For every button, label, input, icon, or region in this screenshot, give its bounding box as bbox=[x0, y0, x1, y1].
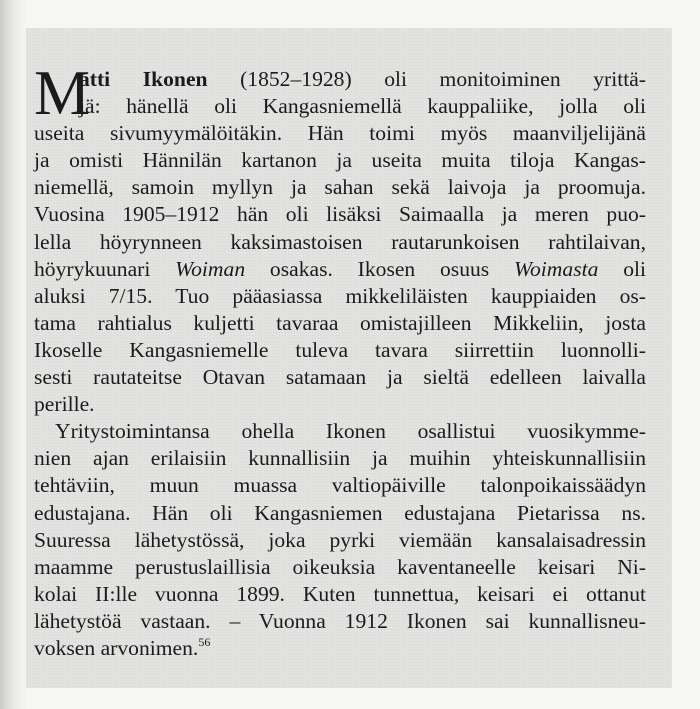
paragraph-1 bbox=[34, 58, 646, 418]
text-line: tehtäviin, muun muassa valtiopäiville talonpoikaissäädyn bbox=[34, 473, 646, 498]
ship-name: Woimasta bbox=[514, 256, 599, 281]
ship-name: Woiman bbox=[175, 256, 246, 281]
footnote-marker: 56 bbox=[198, 634, 211, 649]
biography-text bbox=[34, 58, 646, 662]
text-line: Ikoselle Kangasniemelle tuleva tavara siirrettiin luonnolli- bbox=[34, 337, 646, 362]
text-line: Vuosina 1905–1912 hän oli lisäksi Saimaalla ja meren puo- bbox=[34, 202, 646, 227]
text-line: perille. bbox=[34, 392, 95, 417]
text-line: edustajana. Hän oli Kangasniemen edustajana Pietarissa ns. bbox=[34, 500, 646, 525]
paragraph-2 bbox=[34, 418, 646, 662]
text-line: ja omisti Hännilän kartanon ja useita muita tiloja Kangas- bbox=[34, 148, 646, 173]
text-line: tama rahtialus kuljetti tavaraa omistajilleen Mikkeliin, josta bbox=[34, 310, 646, 335]
text-line: maamme perustuslaillisia oikeuksia kaventaneelle keisari Ni- bbox=[34, 554, 646, 579]
drop-cap: M bbox=[34, 58, 91, 128]
text-line: sesti rautateitse Otavan satamaan ja sieltä edelleen laivalla bbox=[34, 365, 646, 390]
text-line: jä: hänellä oli Kangasniemellä kauppaliike, jolla oli bbox=[79, 94, 646, 119]
text-line: voksen arvonimen.$^{56}$ bbox=[34, 634, 211, 660]
text-line: höyrykuunari Woiman osakas. Ikosen osuus Woimasta oli bbox=[34, 256, 646, 281]
text-line: Yritystoimintansa ohella Ikonen osallistui vuosikymme- bbox=[55, 419, 646, 444]
person-name: atti Ikonen bbox=[79, 67, 208, 91]
text-line: niemellä, samoin myllyn ja sahan sekä laivoja ja proomuja. bbox=[34, 175, 646, 200]
text-line: atti Ikonen (1852–1928) oli monitoiminen yrittä- bbox=[79, 67, 646, 91]
text-line: Suuressa lähetystössä, joka pyrki viemään kansalaisadressin bbox=[34, 527, 646, 552]
text-line: kolai II:lle vuonna 1899. Kuten tunnettua, keisari ei ottanut bbox=[34, 581, 646, 606]
text-line: useita sivumyymälöitäkin. Hän toimi myös maanviljelijänä bbox=[34, 121, 646, 146]
text-line: nien ajan erilaisiin kunnallisiin ja muihin yhteiskunnallisiin bbox=[34, 446, 646, 471]
text-line: aluksi 7/15. Tuo pääasiassa mikkeliläisten kauppiaiden os- bbox=[34, 283, 646, 308]
text-line: lähetystöä vastaan. – Vuonna 1912 Ikonen sai kunnallisneu- bbox=[34, 608, 646, 633]
text-line: lella höyrynneen kaksimastoisen rautarunkoisen rahtilaivan, bbox=[34, 229, 646, 254]
